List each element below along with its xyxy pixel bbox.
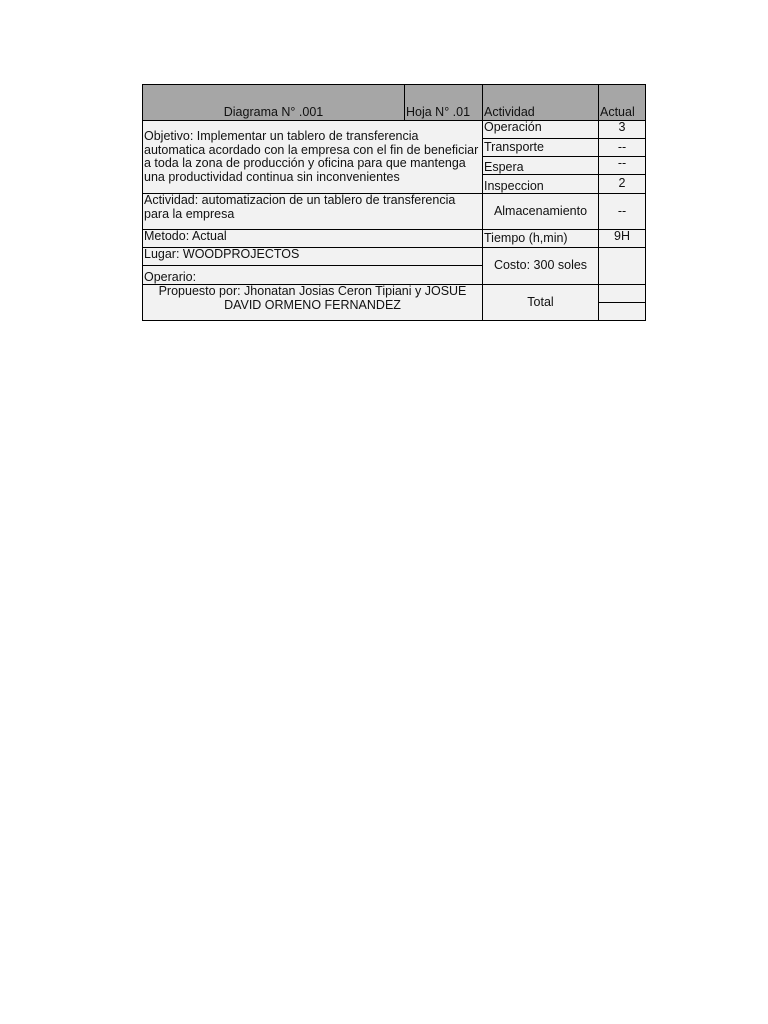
objetivo-cell [142,120,483,194]
actividad-description-cell [142,193,483,230]
metodo-cell [142,229,483,248]
hoja-number-cell [404,84,483,121]
actividad-header-label: Actividad [484,104,535,119]
activity-label: Inspeccion [484,178,544,193]
costo-text: Costo: 300 soles [493,258,588,273]
activity-value-espera [598,156,646,175]
actividad-description: Actividad: automatizacion de un tablero de transferencia para la empresa [144,193,456,221]
actividad-column-header [482,84,599,121]
activity-value: 2 [618,176,626,191]
activity-label: Transporte [484,139,544,154]
activity-row-operacion [482,120,599,139]
hoja-number: Hoja N° .01 [406,104,471,119]
activity-label: Espera [484,159,524,174]
total-value-cell-bottom [598,302,646,321]
activity-value: 9H [614,229,630,243]
activity-value: -- [617,156,627,170]
activity-value-inspeccion [598,174,646,194]
activity-value-transporte [598,138,646,157]
activity-value-tiempo [598,229,646,248]
actual-header-label: Actual [600,104,635,119]
actual-column-header [598,84,646,121]
total-cell [482,284,599,321]
operario-cell [142,265,483,285]
activity-label: Operación [484,120,542,134]
activity-label: Tiempo (h,min) [484,230,568,245]
activity-row-almacenamiento [482,193,599,230]
total-value-cell-top [598,284,646,303]
activity-value-operacion [598,120,646,139]
activity-row-tiempo [482,229,599,248]
propuesto-text: Propuesto por: Jhonatan Josias Ceron Tipiani y JOSUE DAVID ORMENO FERNANDEZ [158,284,467,312]
diagrama-number-cell [142,84,405,121]
activity-row-espera [482,156,599,175]
activity-label: Almacenamiento [493,203,588,218]
activity-row-transporte [482,138,599,157]
costo-cell [482,247,599,285]
summary-table [142,84,646,321]
lugar-cell [142,247,483,266]
activity-value-almacenamiento [598,193,646,230]
activity-value: 3 [618,120,626,134]
activity-value: -- [617,139,627,154]
costo-value-cell [598,247,646,285]
activity-row-inspeccion [482,174,599,194]
operario-text: Operario: [144,269,197,284]
total-label: Total [527,294,554,309]
activity-value: -- [617,203,627,218]
diagrama-number: Diagrama N° .001 [223,104,324,119]
metodo-text: Metodo: Actual [144,229,227,243]
lugar-text: Lugar: WOODPROJECTOS [144,247,300,261]
propuesto-cell [142,284,483,321]
objetivo-text: Objetivo: Implementar un tablero de transferencia automatica acordado con la empresa con el fin de beneficiar a toda la zona de producción y oficina para que mantenga una productividad continua sin inconvenientes [144,129,479,184]
